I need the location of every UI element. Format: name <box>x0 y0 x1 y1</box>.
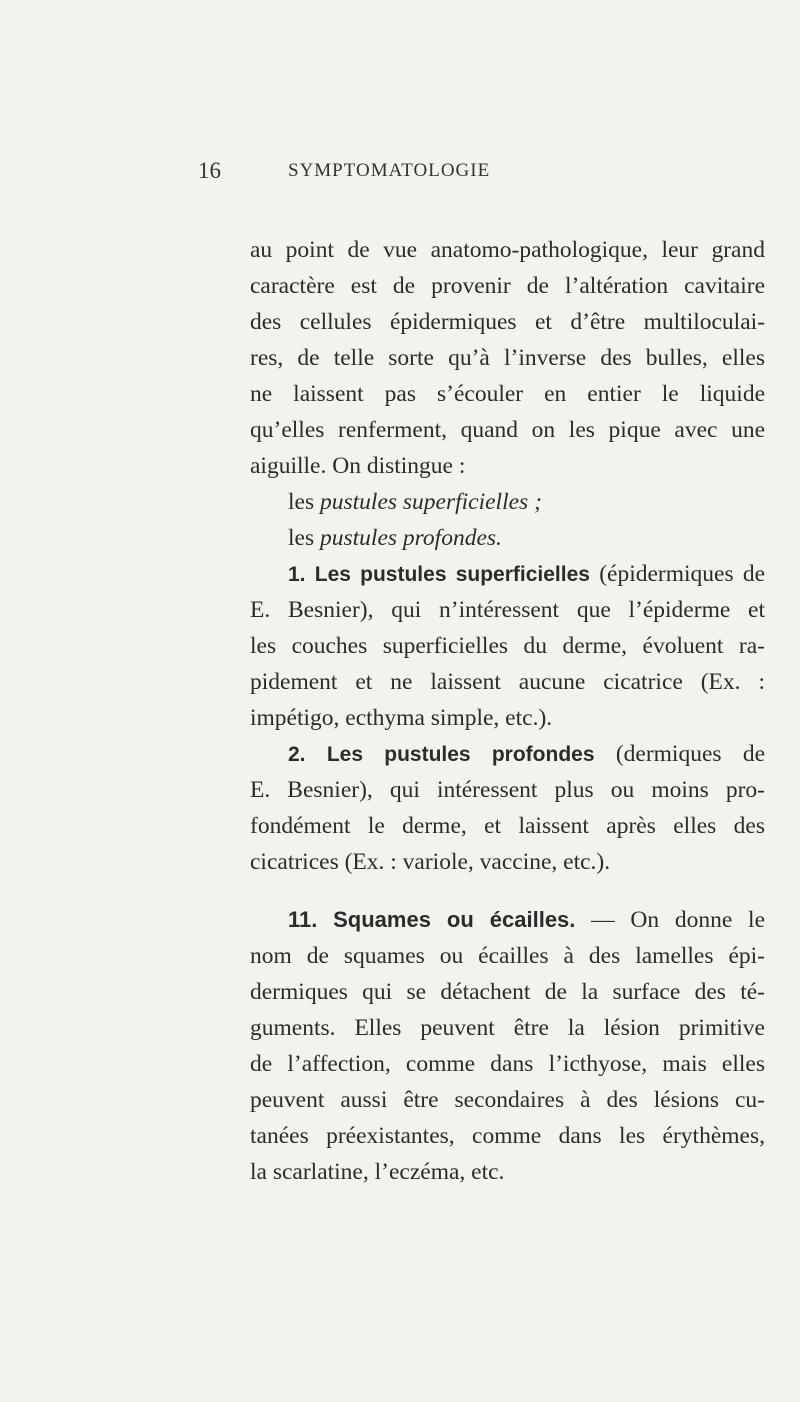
text-line: E. Besnier), qui n’intéressent que l’épiderme et <box>250 597 765 623</box>
text-line: guments. Elles peuvent être la lésion primitive <box>250 1015 765 1041</box>
running-title: SYMPTOMATOLOGIE <box>288 160 491 181</box>
text-line: ne laissent pas s’écouler en entier le liquide <box>250 381 765 407</box>
text-line: cicatrices (Ex. : variole, vaccine, etc.). <box>250 849 611 875</box>
item2-first-line <box>250 736 765 772</box>
page-number: 16 <box>198 158 221 183</box>
text-line: peuvent aussi être secondaires à des lésions cu- <box>250 1087 765 1113</box>
list-prefix: les <box>288 525 320 551</box>
list-term: pustules profondes. <box>319 525 502 551</box>
text-line: qu’elles renferment, quand on les pique avec une <box>250 417 765 443</box>
text-line: des cellules épidermiques et d’être multiloculai- <box>250 309 765 335</box>
item2-number: 2. <box>288 743 306 766</box>
text-line: E. Besnier), qui intéressent plus ou moins pro- <box>250 777 765 803</box>
text-line: nom de squames ou écailles à des lamelles épi- <box>250 943 765 969</box>
body-text <box>250 232 765 1190</box>
list-term: pustules superficielles ; <box>319 489 542 515</box>
section11-text: — On donne le <box>591 907 766 933</box>
section11-number: 11. <box>288 907 318 932</box>
section11-heading: Squames ou écailles. <box>333 907 576 932</box>
text-line: fondément le derme, et laissent après elles des <box>250 813 765 839</box>
item1-number: 1. <box>288 563 306 586</box>
text-line: la scarlatine, l’eczéma, etc. <box>250 1159 505 1185</box>
text-line: res, de telle sorte qu’à l’inverse des bulles, elles <box>250 345 765 371</box>
text-line: dermiques qui se détachent de la surface des té- <box>250 979 765 1005</box>
item2-text: (dermiques de <box>615 741 765 767</box>
item1-first-line <box>250 556 765 592</box>
text-line: de l’affection, comme dans l’icthyose, mais elles <box>250 1051 765 1077</box>
text-line: pidement et ne laissent aucune cicatrice (Ex. : <box>250 669 765 695</box>
section-gap <box>250 880 765 902</box>
text-line: aiguille. On distingue : <box>250 453 466 479</box>
text-line: les couches superficielles du derme, évoluent ra- <box>250 633 765 659</box>
item2-heading: Les pustules profondes <box>326 743 595 766</box>
page-header <box>198 158 740 190</box>
item1-text: (épidermiques de <box>599 561 766 587</box>
text-line: caractère est de provenir de l’altération cavitaire <box>250 273 765 299</box>
section11-first-line <box>250 902 765 938</box>
list-item <box>250 484 765 520</box>
text-line: tanées préexistantes, comme dans les érythèmes, <box>250 1123 765 1149</box>
list-item <box>250 520 765 556</box>
list-prefix: les <box>288 489 320 515</box>
text-line: impétigo, ecthyma simple, etc.). <box>250 705 553 731</box>
item1-heading: Les pustules superficielles <box>314 563 590 586</box>
text-line: au point de vue anatomo-pathologique, leur grand <box>250 237 765 263</box>
